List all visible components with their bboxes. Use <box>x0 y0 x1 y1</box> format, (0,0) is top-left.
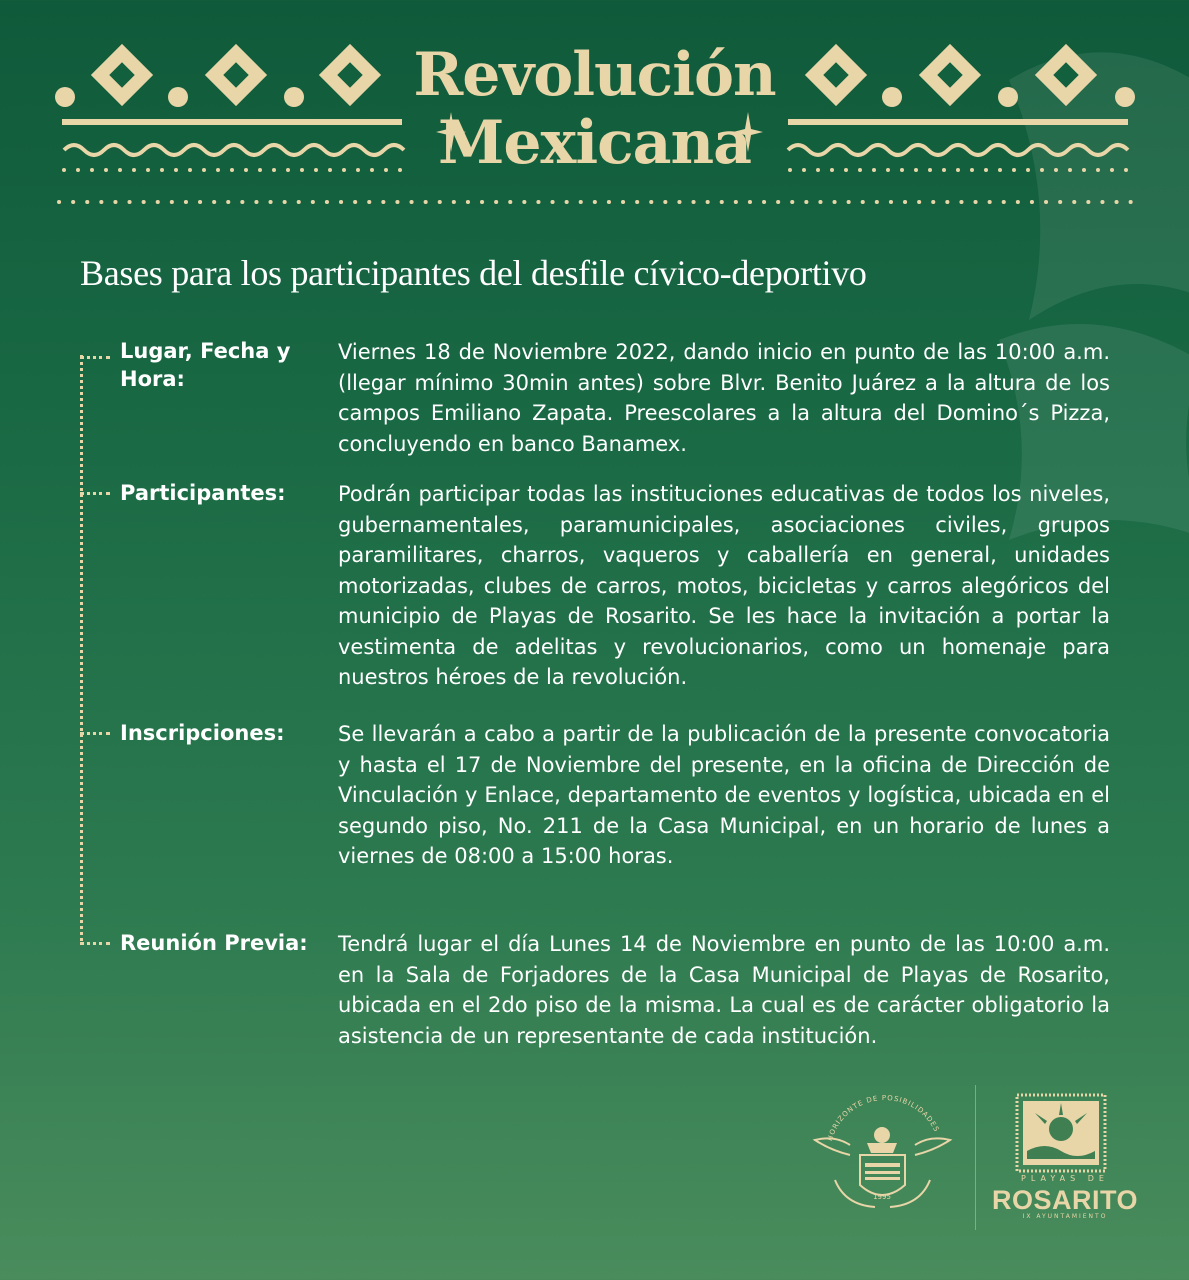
header-dotted-line <box>55 198 1135 206</box>
section-text: Viernes 18 de Noviembre 2022, dando inicio en punto de las 10:00 a.m. (llegar mínimo 30min antes) sobre Blvr. Benito Juárez a la altura de los campos Emiliano Zapata. Preescolares a la altura del Domino´s Pizza, concluyendo en banco Banamex. <box>338 340 1110 456</box>
timeline-connector <box>80 732 110 735</box>
rosarito-emblem <box>1015 1093 1107 1173</box>
page-subtitle: Bases para los participantes del desfile cívico-deportivo <box>80 253 867 293</box>
section-label: Inscripciones: <box>120 721 285 745</box>
section-text: Tendrá lugar el día Lunes 14 de Noviembre en punto de las 10:00 a.m. en la Sala de Forjadores de la Casa Municipal de Playas de Rosarito, ubicada en el 2do piso de la misma. La cual es de carácter obligatorio la asistencia de un representante de cada institución. <box>338 932 1110 1048</box>
section-label: Reunión Previa: <box>120 931 308 955</box>
section-reunion <box>80 929 1110 1084</box>
seal-text: HORIZONTE DE POSIBILIDADES <box>825 1095 941 1142</box>
logo-divider <box>975 1085 976 1230</box>
timeline-connector <box>80 356 110 359</box>
timeline-connector <box>80 492 110 495</box>
section-lugar <box>80 337 1110 462</box>
brand-subtitle: IX AYUNTAMIENTO <box>1022 1213 1108 1220</box>
title-line-2: Mexicana <box>437 108 752 178</box>
brand-top-text: PLAYAS DE <box>1021 1174 1109 1183</box>
section-text: Podrán participar todas las instituciones educativas de todos los niveles, gubernamentales, paramunicipales, asociaciones civiles, grupos paramilitares, charros, vaqueros y caballería en general, unidades motorizadas, clubes de carros, motos, bicicletas y carros alegóricos del municipio de Playas de Rosarito. Se les hace la invitación a portar la vestimenta de adelitas y revolucionarios, como un homenaje para nuestros héroes de la revolución. <box>338 482 1110 689</box>
section-label: Lugar, Fecha y Hora: <box>120 339 291 391</box>
title-line-1: Revolución <box>413 40 776 110</box>
section-inscripciones <box>80 719 1110 904</box>
seal-year: 1995 <box>873 1193 891 1201</box>
brand-name: ROSARITO <box>991 1185 1138 1215</box>
timeline-connector <box>80 942 110 945</box>
section-label: Participantes: <box>120 481 286 505</box>
header <box>0 0 1189 215</box>
section-participantes <box>80 479 1110 694</box>
section-text: Se llevarán a cabo a partir de la publicación de la presente convocatoria y hasta el 17 de Noviembre del presente, en la oficina de Dirección de Vinculación y Enlace, departamento de eventos y logística, ubicada en el segundo piso, No. 211 de la Casa Municipal, en un horario de lunes a viernes de 08:00 a 15:00 horas. <box>338 722 1110 868</box>
municipal-seal-logo <box>805 1095 960 1220</box>
